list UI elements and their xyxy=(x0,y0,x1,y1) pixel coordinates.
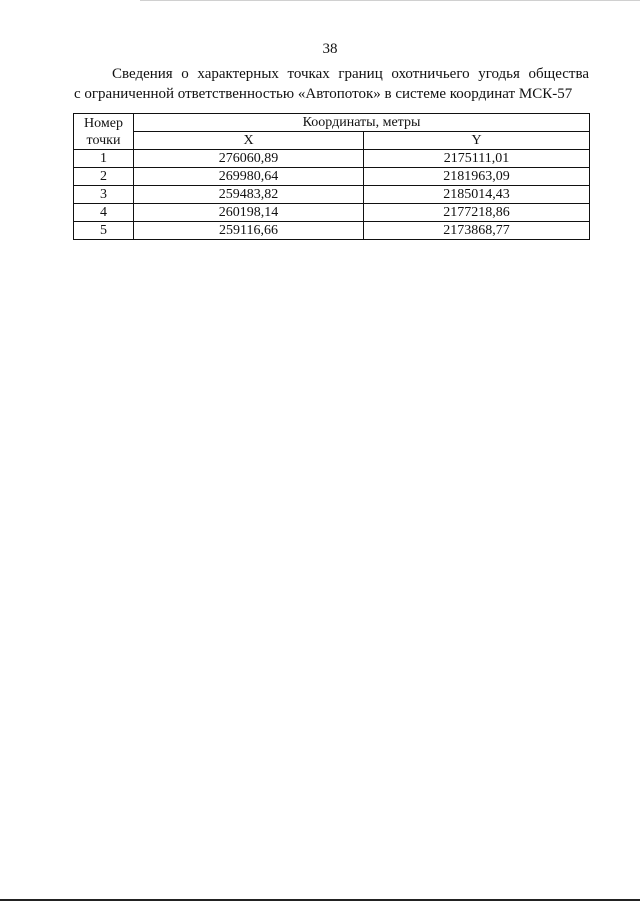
point-number-cell: 3 xyxy=(74,186,134,204)
heading-line-1: Сведения о характерных точках границ охотничьего угодья общества xyxy=(112,66,589,82)
table-subheader-row xyxy=(74,132,590,150)
y-coordinate-cell: 2173868,77 xyxy=(364,222,590,240)
heading-line-2: с ограниченной ответственностью «Автопоток» в системе координат МСК-57 xyxy=(74,86,573,102)
page-number: 38 xyxy=(322,41,338,57)
scan-bottom-edge xyxy=(0,899,640,901)
x-coordinate-cell: 276060,89 xyxy=(134,150,364,168)
y-column-header: Y xyxy=(364,132,590,150)
coordinates-table xyxy=(73,113,590,240)
y-coordinate-cell: 2181963,09 xyxy=(364,168,590,186)
coordinates-group-header: Координаты, метры xyxy=(134,114,590,132)
point-number-header-line-1: Номер xyxy=(84,115,123,131)
point-number-cell: 5 xyxy=(74,222,134,240)
y-coordinate-cell: 2175111,01 xyxy=(364,150,590,168)
table-header-row xyxy=(74,114,590,132)
x-coordinate-cell: 269980,64 xyxy=(134,168,364,186)
point-number-header xyxy=(74,114,134,150)
document-heading xyxy=(74,64,589,104)
table-row xyxy=(74,168,590,186)
x-coordinate-cell: 260198,14 xyxy=(134,204,364,222)
point-number-cell: 2 xyxy=(74,168,134,186)
scan-edge-line xyxy=(140,0,640,1)
point-number-header-line-2: точки xyxy=(86,132,121,148)
y-coordinate-cell: 2177218,86 xyxy=(364,204,590,222)
point-number-cell: 1 xyxy=(74,150,134,168)
table-row xyxy=(74,186,590,204)
point-number-cell: 4 xyxy=(74,204,134,222)
x-coordinate-cell: 259483,82 xyxy=(134,186,364,204)
table-row xyxy=(74,222,590,240)
x-coordinate-cell: 259116,66 xyxy=(134,222,364,240)
table-row xyxy=(74,150,590,168)
table-row xyxy=(74,204,590,222)
x-column-header: X xyxy=(134,132,364,150)
y-coordinate-cell: 2185014,43 xyxy=(364,186,590,204)
